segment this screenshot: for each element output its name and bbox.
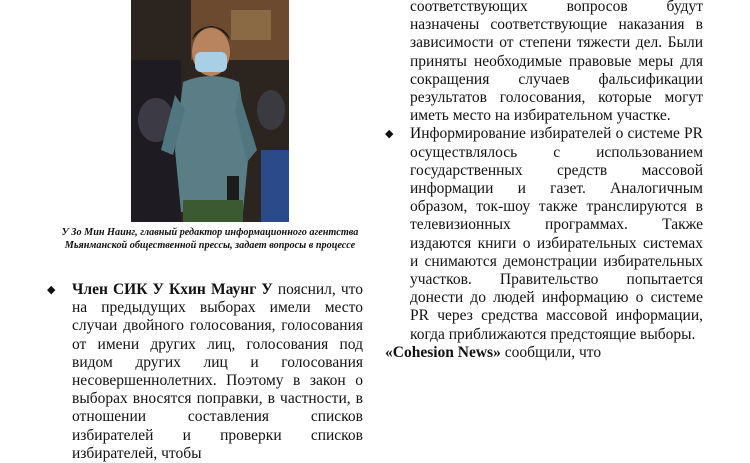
bullet-diamond-icon: ◆ [47,284,56,296]
photo-editor-asking-questions [131,0,289,222]
photo-caption: У Зо Мин Наинг, главный редактор информационного агентства Мьянманской общественной прессы, задает вопросы в процессе [61,227,359,251]
paragraph-text: пояснил, что на предыдущих выборах имели место случаи двойного голосования, голосования от имени других лиц, голосования под видом других лиц и голосования несовершеннолетних. Поэтому в закон о выборах вносятся поправки, в частности, в отношении составления списков избирателей и проверки списков избирателей, чтобы [72,281,363,462]
bullet-diamond-icon: ◆ [385,128,394,141]
news-text: сообщили, что [500,343,602,361]
news-paragraph [385,344,703,362]
paragraph-text: Информирование избирателей о системе PR осуществлялось с использованием государственных средств массовой информации и газет. Аналогичным образом, ток-шоу также транслируются в телевизионных программах. Также издаются книги о избирательных системах и снимаются демонстрации избирательных участков. Правительство попытается донести до людей информацию о системе PR через средства массовой информации, когда приближаются предстоящие выборы. [410,125,703,343]
list-item [385,125,703,343]
list-item [47,281,363,463]
left-column [47,281,363,463]
paragraph-continuation: соответствующих вопросов будут назначены соответствующие наказания в зависимости от степени тяжести дел. Были приняты необходимые правовые меры для сокращения случаев фальсификации результатов голосования, которые могут иметь место на избирательном участке. [410,0,703,125]
right-column [385,0,703,362]
news-source-name: «Cohesion News» [385,343,501,361]
speaker-name: Член СИК У Кхин Маунг У [72,281,273,298]
